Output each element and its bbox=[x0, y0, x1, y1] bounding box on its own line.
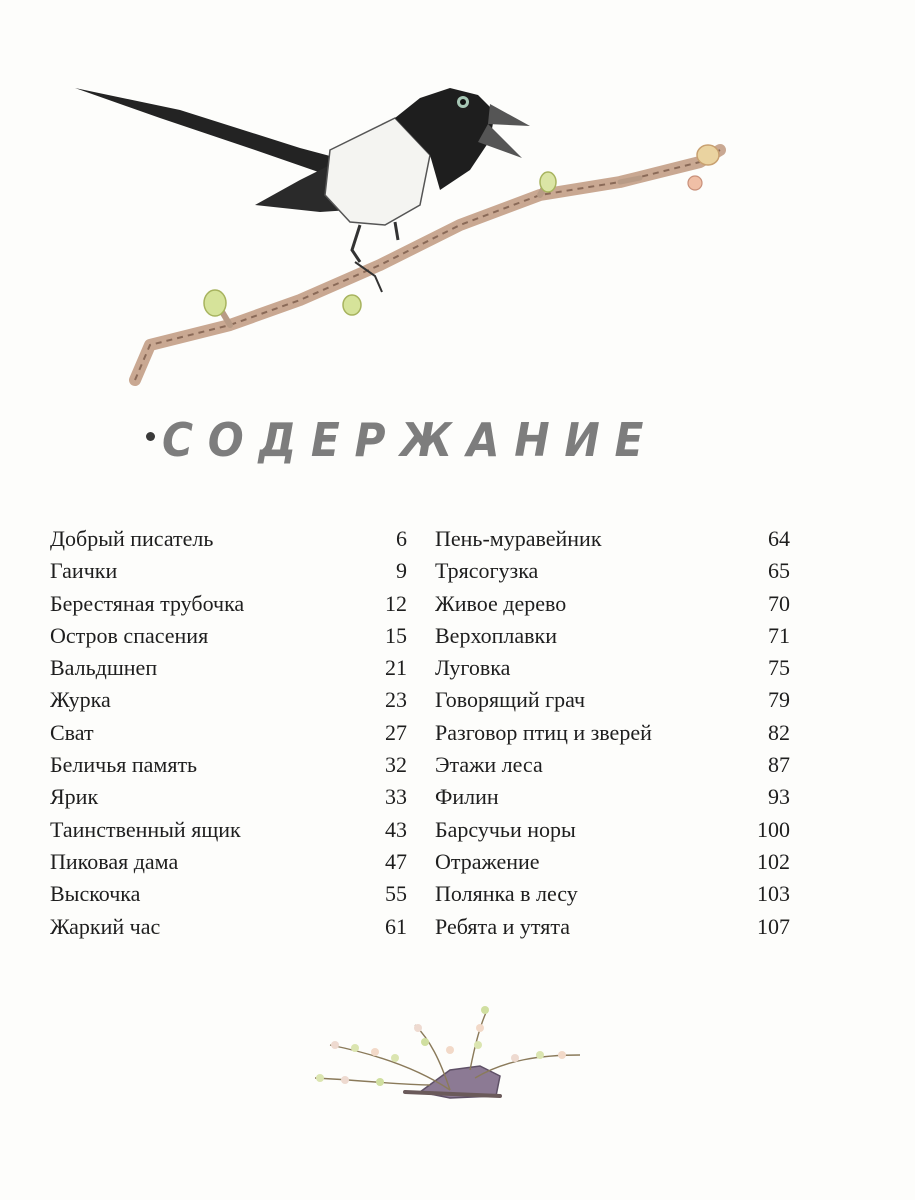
magpie-icon bbox=[75, 88, 530, 292]
toc-entry-page: 61 bbox=[385, 913, 407, 939]
toc-entry-title: Разговор птиц и зверей bbox=[435, 719, 652, 745]
toc-entry-title: Таинственный ящик bbox=[50, 816, 241, 842]
toc-entry-page: 6 bbox=[396, 526, 407, 551]
toc-entry-title: Гаички bbox=[50, 558, 118, 584]
toc-entry bbox=[435, 523, 790, 555]
toc-entry-title: Сват bbox=[50, 719, 94, 745]
toc-entry-title: Отражение bbox=[435, 848, 540, 874]
toc-entry bbox=[50, 846, 407, 878]
toc-column-left bbox=[50, 523, 407, 943]
magpie-illustration bbox=[0, 0, 915, 400]
toc-entry-page: 75 bbox=[768, 655, 790, 681]
toc-entry-title: Вальдшнеп bbox=[50, 655, 158, 681]
toc-entry-page: 32 bbox=[385, 752, 407, 778]
toc-entry-title: Ярик bbox=[50, 784, 99, 810]
toc-column-right bbox=[435, 523, 790, 943]
toc-entry-page: 65 bbox=[768, 558, 790, 584]
toc-entry bbox=[50, 620, 407, 652]
toc-entry bbox=[50, 911, 407, 943]
toc-entry-page: 43 bbox=[385, 816, 407, 842]
toc-entry bbox=[435, 588, 790, 620]
shrub-illustration bbox=[300, 1000, 590, 1110]
toc-entry bbox=[50, 814, 407, 846]
toc-entry-page: 21 bbox=[385, 655, 407, 681]
toc-entry-page: 71 bbox=[768, 622, 790, 648]
toc-entry bbox=[435, 814, 790, 846]
toc-entry-title: Живое дерево bbox=[435, 590, 567, 616]
toc-entry-title: Остров спасения bbox=[50, 622, 209, 648]
toc-entry-title: Берестяная трубочка bbox=[50, 590, 245, 616]
toc-entry bbox=[435, 620, 790, 652]
toc-entry-page: 64 bbox=[768, 526, 790, 551]
toc-entry bbox=[435, 717, 790, 749]
toc-entry-title: Барсучьи норы bbox=[435, 816, 576, 842]
toc-entry-page: 9 bbox=[396, 558, 407, 584]
toc-entry-page: 47 bbox=[385, 848, 407, 874]
branch-icon bbox=[135, 150, 720, 380]
leaves-icon bbox=[316, 1006, 566, 1086]
toc-entry bbox=[435, 878, 790, 910]
toc-entry-title: Пиковая дама bbox=[50, 848, 179, 874]
toc-entry bbox=[435, 652, 790, 684]
toc-entry-page: 55 bbox=[385, 881, 407, 907]
toc-entry bbox=[50, 555, 407, 587]
toc-entry bbox=[435, 555, 790, 587]
toc-entry bbox=[435, 911, 790, 943]
toc-entry-page: 79 bbox=[768, 687, 790, 713]
toc-entry-title: Журка bbox=[50, 687, 111, 713]
heading-text: СОДЕРЖАНИЕ bbox=[162, 413, 659, 467]
toc-entry-title: Ребята и утята bbox=[435, 913, 570, 939]
toc-entry bbox=[50, 523, 407, 555]
toc-entry bbox=[435, 749, 790, 781]
toc-entry bbox=[50, 588, 407, 620]
toc-entry-title: Говорящий грач bbox=[435, 687, 586, 713]
toc-entry bbox=[435, 846, 790, 878]
toc-entry-page: 23 bbox=[385, 687, 407, 713]
toc-entry bbox=[50, 684, 407, 716]
toc-entry bbox=[50, 749, 407, 781]
toc-entry-page: 103 bbox=[757, 881, 790, 907]
toc-entry-page: 70 bbox=[768, 590, 790, 616]
page-heading bbox=[140, 410, 700, 470]
toc-entry-page: 93 bbox=[768, 784, 790, 810]
toc-entry-title: Жаркий час bbox=[50, 913, 161, 939]
toc-entry bbox=[435, 684, 790, 716]
toc-entry-title: Филин bbox=[435, 784, 499, 810]
toc-entry-page: 102 bbox=[757, 848, 790, 874]
toc-entry-title: Этажи леса bbox=[435, 752, 543, 778]
toc-entry-title: Луговка bbox=[435, 655, 511, 681]
toc-entry-page: 27 bbox=[385, 719, 407, 745]
toc-entry-page: 107 bbox=[757, 913, 790, 939]
toc-entry-page: 100 bbox=[757, 816, 790, 842]
toc-entry bbox=[435, 781, 790, 813]
stone-icon bbox=[405, 1066, 500, 1098]
toc-entry bbox=[50, 878, 407, 910]
toc-entry-page: 33 bbox=[385, 784, 407, 810]
toc-entry bbox=[50, 652, 407, 684]
toc-entry-title: Трясогузка bbox=[435, 558, 539, 584]
toc-entry bbox=[50, 717, 407, 749]
toc-entry-title: Выскочка bbox=[50, 881, 141, 907]
toc-entry-title: Верхоплавки bbox=[435, 622, 557, 648]
toc-entry bbox=[50, 781, 407, 813]
toc-entry-page: 82 bbox=[768, 719, 790, 745]
toc-entry-title: Беличья память bbox=[50, 752, 198, 778]
toc-entry-title: Добрый писатель bbox=[50, 526, 214, 551]
heading-bullet-icon bbox=[146, 432, 155, 441]
toc-entry-title: Пень-муравейник bbox=[435, 526, 602, 551]
toc-entry-title: Полянка в лесу bbox=[435, 881, 578, 907]
toc-entry-page: 15 bbox=[385, 622, 407, 648]
toc-entry-page: 12 bbox=[385, 590, 407, 616]
toc-entry-page: 87 bbox=[768, 752, 790, 778]
